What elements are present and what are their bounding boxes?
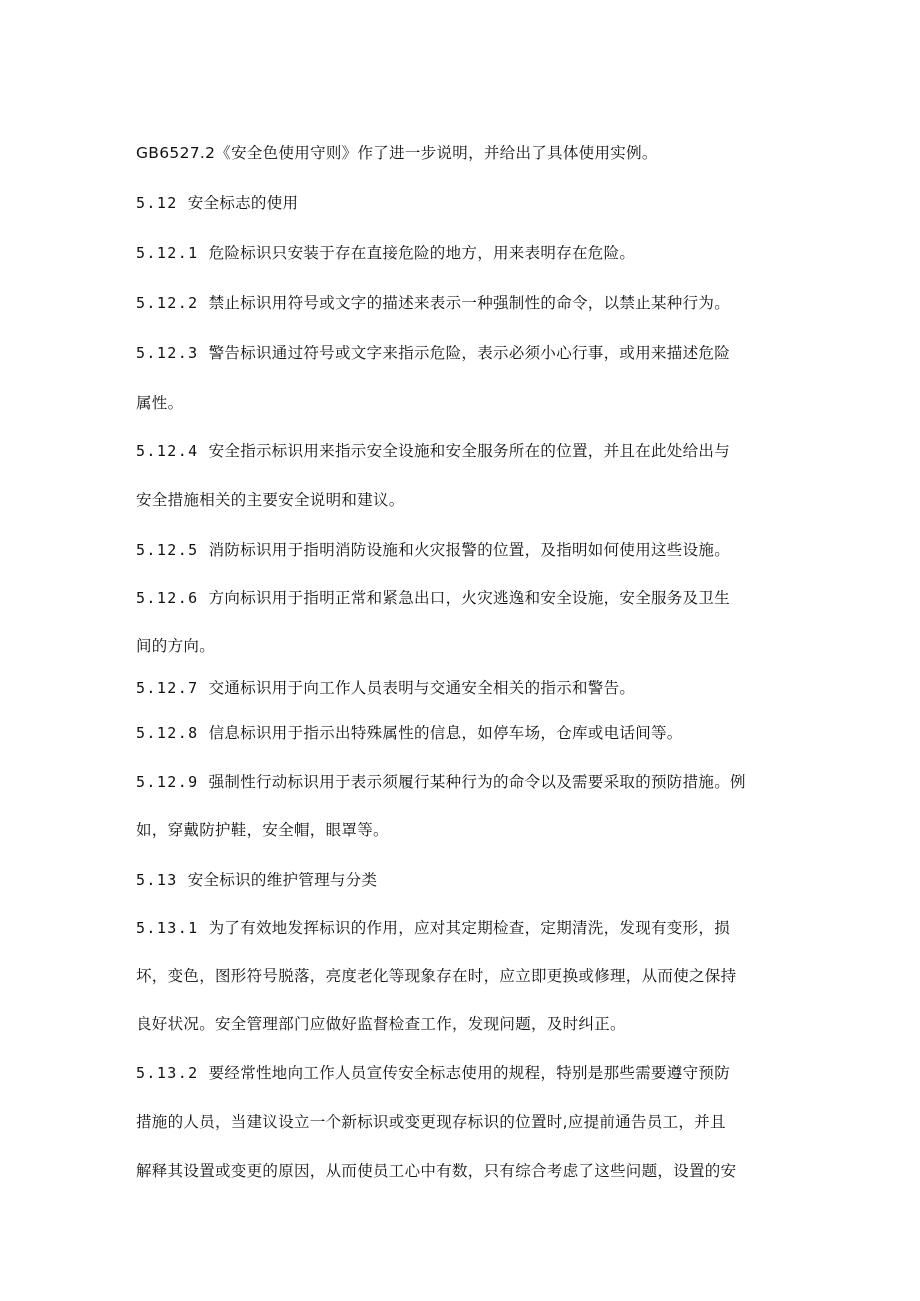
text-line: [136, 1063, 730, 1083]
line-text: 解释其设置或变更的原因，从而使员工心中有数，只有综合考虑了这些问题，设置的安: [136, 1162, 737, 1180]
clause-number: 5.12.7: [136, 679, 199, 697]
clause-number: 5.12.2: [136, 294, 199, 312]
text-line: [136, 441, 730, 461]
clause-number: 5.13.2: [136, 1064, 199, 1082]
clause-number: 5.13: [136, 871, 178, 889]
clause-number: 5.13.1: [136, 919, 199, 937]
clause-number: 5.12.6: [136, 589, 199, 607]
text-line: [136, 588, 730, 608]
line-text: 良好状况。安全管理部门应做好监督检查工作，发现问题，及时纠正。: [136, 1015, 626, 1033]
clause-number: 5.12.4: [136, 442, 199, 460]
line-text: 安全措施相关的主要安全说明和建议。: [136, 491, 405, 509]
clause-number: 5.12.8: [136, 724, 199, 742]
line-text: 安全标志的使用: [187, 194, 299, 212]
line-text: 如，穿戴防护鞋，安全帽，眼罩等。: [136, 821, 389, 839]
text-line: [136, 540, 730, 560]
line-text: GB6527.2《安全色使用守则》作了进一步说明，并给出了具体使用实例。: [136, 144, 658, 162]
line-text: 安全指示标识用来指示安全设施和安全服务所在的位置，并且在此处给出与: [208, 442, 730, 460]
line-text: 坏，变色，图形符号脱落，亮度老化等现象存在时，应立即更换或修理，从而使之保持: [136, 967, 737, 985]
line-text: 信息标识用于指示出特殊属性的信息，如停车场，仓库或电话间等。: [208, 724, 683, 742]
clause-number: 5.12.9: [136, 773, 199, 791]
text-line: [136, 636, 215, 656]
line-text: 消防标识用于指明消防设施和火灾报警的位置，及指明如何使用这些设施。: [208, 541, 730, 559]
section-heading: [136, 193, 298, 213]
line-text: 警告标识通过符号或文字来指示危险，表示必须小心行事，或用来描述危险: [208, 344, 730, 362]
line-text: 强制性行动标识用于表示须履行某种行为的命令以及需要采取的预防措施。例: [208, 773, 746, 791]
text-line: [136, 723, 683, 743]
text-line: [136, 490, 405, 510]
text-line: [136, 343, 730, 363]
line-text: 为了有效地发挥标识的作用，应对其定期检查，定期清洗，发现有变形，损: [208, 919, 730, 937]
text-line: [136, 678, 635, 698]
text-line: [136, 393, 183, 413]
text-line: [136, 243, 635, 263]
text-line: [136, 820, 389, 840]
clause-number: 5.12: [136, 194, 178, 212]
text-line: [136, 1161, 736, 1181]
text-line: [136, 918, 730, 938]
clause-number: 5.12.1: [136, 244, 199, 262]
text-line: [136, 143, 658, 163]
text-line: [136, 1112, 726, 1132]
line-text: 禁止标识用符号或文字的描述来表示一种强制性的命令，以禁止某种行为。: [208, 294, 730, 312]
line-text: 方向标识用于指明正常和紧急出口，火灾逃逸和安全设施，安全服务及卫生: [208, 589, 730, 607]
text-line: [136, 293, 730, 313]
line-text: 安全标识的维护管理与分类: [187, 871, 378, 889]
line-text: 交通标识用于向工作人员表明与交通安全相关的指示和警告。: [208, 679, 636, 697]
clause-number: 5.12.3: [136, 344, 199, 362]
line-text: 措施的人员，当建议设立一个新标识或变更现存标识的位置时,应提前通告员工，并且: [136, 1113, 726, 1131]
line-text: 危险标识只安装于存在直接危险的地方，用来表明存在危险。: [208, 244, 636, 262]
text-line: [136, 966, 736, 986]
text-line: [136, 1014, 626, 1034]
line-text: 属性。: [136, 394, 184, 412]
line-text: 要经常性地向工作人员宣传安全标志使用的规程，特别是那些需要遵守预防: [208, 1064, 730, 1082]
clause-number: 5.12.5: [136, 541, 199, 559]
section-heading: [136, 870, 377, 890]
line-text: 间的方向。: [136, 637, 216, 655]
text-line: [136, 772, 746, 792]
